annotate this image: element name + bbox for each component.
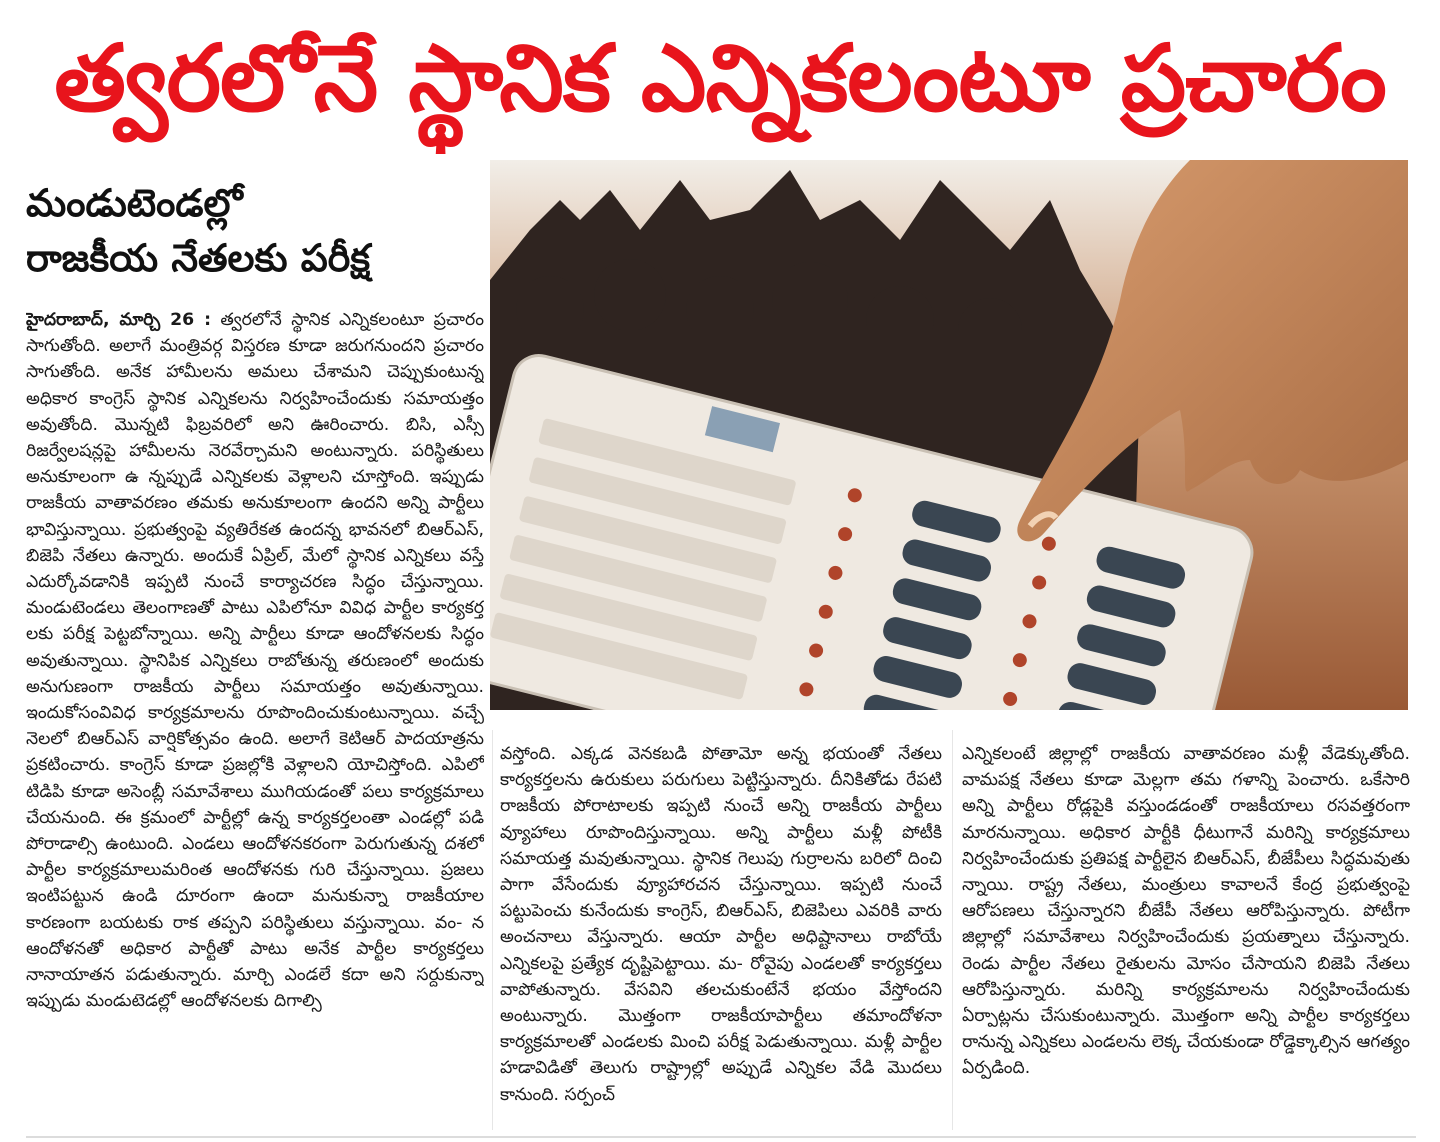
article-column-1 (26, 307, 484, 1142)
subheadline-line-1: మండుటెండల్లో (26, 181, 243, 225)
article-column-2 (500, 741, 942, 1141)
column-divider (492, 730, 493, 1130)
headline: త్వరలోనే స్థానిక ఎన్నికలంటూ ప్రచారం (54, 25, 1386, 132)
article-body-column-2: వస్తోంది. ఎక్కడ వెనకబడి పోతామో అన్న భయంతో నేతలు కార్యకర్తలను ఉరుకులు పరుగులు పెట్టిస్తున్నారు. దీనికితోడు రేపటి రాజకీయ పోరాటాలకు ఇప్పటి నుంచే అన్ని రాజకీయ పార్టీలు వ్యూహాలు రూపొందిస్తున్నాయి. అన్ని పార్టీలు మళ్లీ పోటీకి సమాయత్త మవుతున్నాయి. స్థానిక గెలుపు గుర్రాలను బరిలో దించి పాగా వేసేందుకు వ్యూహారచన చేస్తున్నాయి. ఇప్పటి నుంచే పట్టుపెంచు కునేందుకు కాంగ్రెస్, బిఆర్ఎస్, బిజెపిలు ఎవరికి వారు అంచనాలు వేస్తున్నారు. ఆయా పార్టీల అధిష్టానాలు రాబోయే ఎన్నికలపై ప్రత్యేక దృష్టిపెట్టాయి. మ- రోవైపు ఎండలతో కార్యకర్తలు వాపోతున్నారు. వేసవిని తలచుకుంటేనే భయం వేస్తోందని అంటున్నారు. మొత్తంగా రాజకీయాపార్టీలు తమాందోళనా కార్యక్రమాలతో ఎండలకు మించి పరీక్ష పెడుతున్నాయి. మళ్లీ పార్టీల హడావిడితో తెలుగు రాష్ట్రాల్లో అప్పుడే ఎన్నికల వేడి మొదలు కానుంది. సర్పంచ్ (500, 744, 942, 1105)
bottom-rule (26, 1136, 1416, 1138)
column-divider (952, 730, 953, 1130)
subheadline-line-2: రాజకీయ నేతలకు పరీక్ష (26, 236, 371, 280)
article-column-3 (962, 741, 1410, 1141)
article-body-column-3: ఎన్నికలంటే జిల్లాల్లో రాజకీయ వాతావరణం మళ్లీ వేడెక్కుతోంది. వామపక్ష నేతలు కూడా మెల్లగా తమ గళాన్ని పెంచారు. ఒకేసారి అన్ని పార్టీలు రోడ్లపైకి వస్తుండడంతో రాజకీయాలు రసవత్తరంగా మారనున్నాయి. అధికార పార్టీకి ధీటుగానే మరిన్ని కార్యక్రమాలు నిర్వహించేందుకు ప్రతిపక్ష పార్టీలైన బిఆర్ఎస్, బీజేపీలు సిద్ధమవుతు న్నాయి. రాష్ట్ర నేతలు, మంత్రులు కావాలనే కేంద్ర ప్రభుత్వంపై ఆరోపణలు చేస్తున్నారని బీజేపీ నేతలు ఆరోపిస్తున్నారు. పోటీగా జిల్లాల్లో సమావేశాలు నిర్వహించేందుకు ప్రయత్నాలు చేస్తున్నారు. రెండు పార్టీల నేతలు రైతులను మోసం చేసాయని బిజెపి నేతలు ఆరోపిస్తున్నారు. మరిన్ని కార్యక్రమాలను నిర్వహించేందుకు ఏర్పాట్లను చేసుకుంటున్నారు. మొత్తంగా అన్ని పార్టీల కార్యకర్తలు రానున్న ఎన్నికలు ఎండలను లెక్క చేయకుండా రోడ్డెక్కాల్సిన ఆగత్యం ఏర్పడింది. (962, 744, 1410, 1079)
subheadline (26, 176, 476, 286)
dateline: హైదరాబాద్, మార్చి 26 : (26, 310, 211, 330)
article-photo-evm-illustration (490, 160, 1408, 710)
article-body-column-1: త్వరలోనే స్థానిక ఎన్నికలంటూ ప్రచారం సాగుతోంది. అలాగే మంత్రివర్గ విస్తరణ కూడా జరుగనుందని ప్రచారం సాగుతోంది. అనేక హామీలను అమలు చేశామని చెప్పుకుంటున్న అధికార కాంగ్రెస్ స్థానిక ఎన్నికలను నిర్వహించేందుకు సమాయత్తం అవుతోంది. మొన్నటి ఫిబ్రవరిలో అని ఊరించారు. బిసి, ఎస్సీ రిజర్వేలషన్లపై హామీలను నెరవేర్చామని అంటున్నారు. పరిస్థితులు అనుకూలంగా ఉ న్నప్పుడే ఎన్నికలకు వెళ్లాలని చూస్తోంది. ఇప్పుడు రాజకీయ వాతావరణం తమకు అనుకూలంగా ఉందని అన్ని పార్టీలు భావిస్తున్నాయి. ప్రభుత్వంపై వ్యతిరేకత ఉందన్న భావనలో బిఆర్ఎస్, బిజెపి నేతలు ఉన్నారు. అందుకే ఏప్రిల్, మేలో స్థానిక ఎన్నికలు వస్తే ఎదుర్కోవడానికి ఇప్పటి నుంచే కార్యాచరణ సిద్ధం చేస్తున్నాయి. మండుటెండలు తెలంగాణతో పాటు ఎపిలోనూ వివిధ పార్టీల కార్యకర్త లకు పరీక్ష పెట్టబోన్నాయి. అన్ని పార్టీలు కూడా ఆందోళనలకు సిద్ధం అవుతున్నాయి. స్థానిపిక ఎన్నికలు రాబోతున్న తరుణంలో అందుకు అనుగుణంగా రాజకీయ పార్టీలు సమాయత్తం అవుతున్నాయి. ఇందుకోసంవివిధ కార్యక్రమాలను రూపొందించుకుంటున్నాయి. వచ్చే నెలలో బిఆర్ఎస్ వార్షికోత్సవం ఉంది. అలాగే కెటిఆర్ పాదయాత్రను ప్రకటించారు. కాంగ్రెస్ కూడా ప్రజల్లోకి వెళ్లాలని యోచిస్తోంది. ఎపిలో టిడిపి కూడా అసెంబ్లీ సమావేశాలు ముగియడంతో పలు కార్యక్రమాలు చేయనుంది. ఈ క్రమంలో పార్టీల్లో ఉన్న కార్యకర్తలంతా ఎండల్లో పడి పోరాడాల్సి ఉంటుంది. ఎండలు ఆందోళనకరంగా పెరుగుతున్న దశలో పార్టీల కార్యక్రమాలుమరింత ఆందోళనకు గురి చేస్తున్నాయి. ప్రజలు ఇంటిపట్టున ఉండి దూరంగా ఉందా మనుకున్నా రాజకీయాల కారణంగా బయటకు రాక తప్పని పరిస్థితులు వస్తున్నాయి. వం- న ఆందోళనతో అధికార పార్టీతో పాటు అనేక పార్టీల కార్యకర్తలు నానాయాతన పడుతున్నారు. మార్చి ఎండలే కదా అని సర్దుకున్నా ఇప్పుడు మండుటెడల్లో ఆందోళనలకు దిగాల్సి (26, 310, 484, 1012)
evm-voting-illustration (490, 160, 1408, 710)
